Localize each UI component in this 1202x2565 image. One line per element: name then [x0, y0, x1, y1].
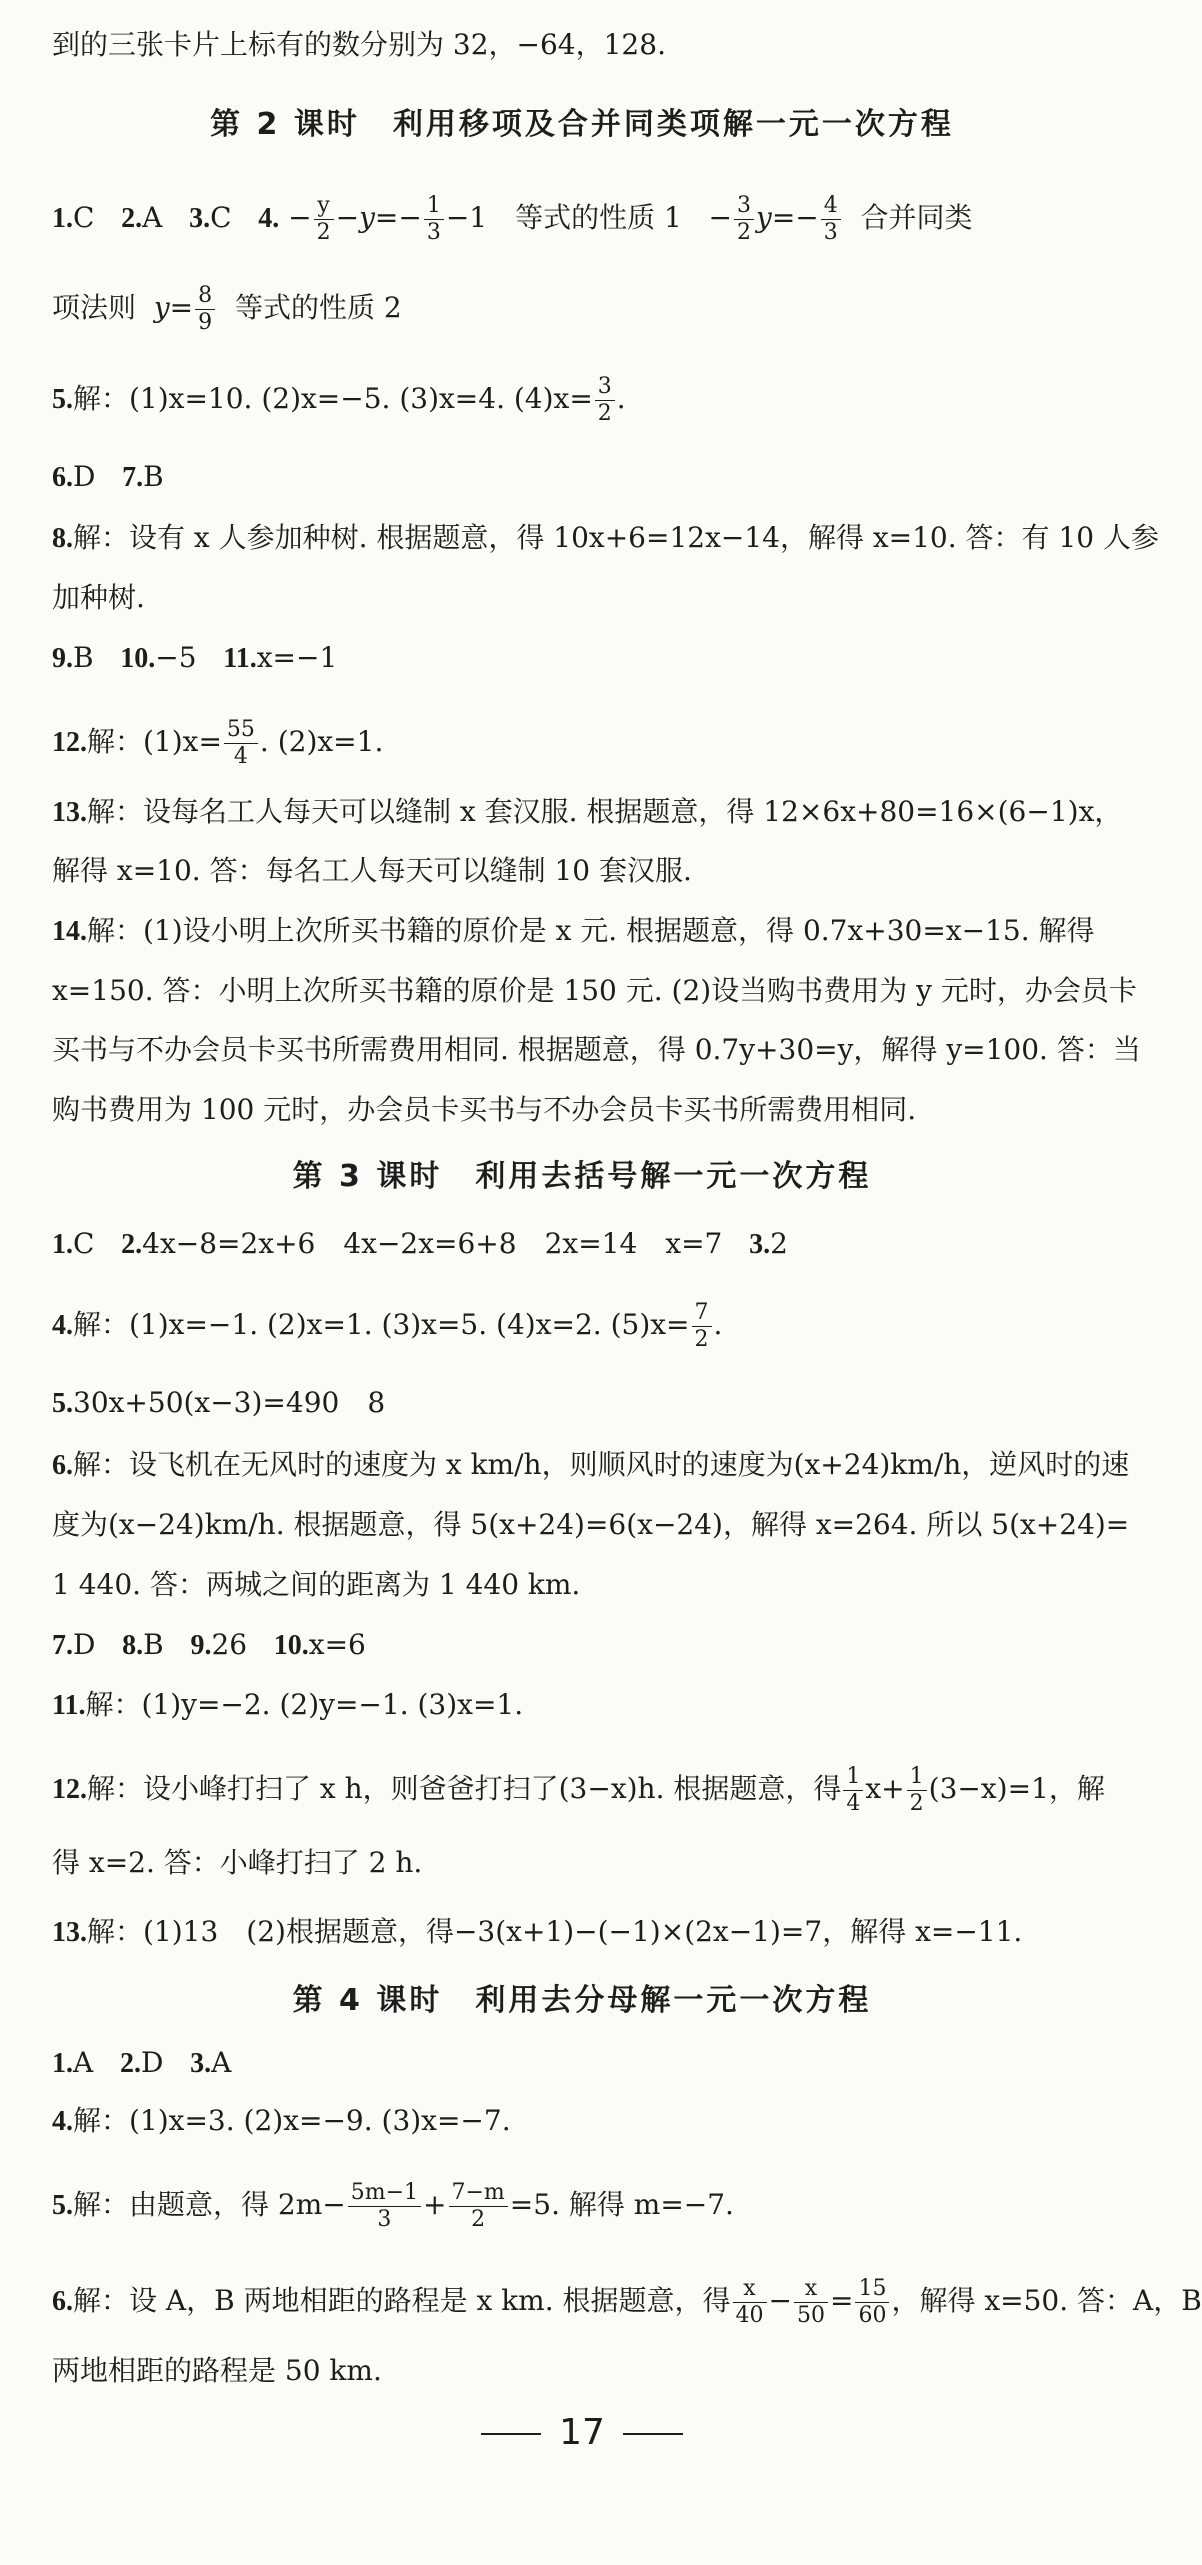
lesson-3-heading: 第 3 课时 利用去括号解一元一次方程 [292, 1159, 872, 1194]
divider [481, 2433, 541, 2435]
fraction: $\frac{15}{60}$ [855, 2276, 889, 2329]
lesson-2-heading: 第 2 课时 利用移项及合并同类项解一元一次方程 [210, 107, 954, 142]
lesson3-q6-l2: 度为(x−24)km/h. 根据题意，得 5(x+24)=6(x−24)，解得 x=264. 所以 5(x+24)= [52, 1508, 1130, 1541]
fraction: $\frac{8}{9}$ [195, 283, 215, 336]
lesson4-q5: 5.解：由题意，得 2m− $\frac{5m-1}{3}$ + $\frac{7-m}{2}$ =5. 解得 m=−7. [52, 2180, 734, 2232]
q-number: 1. [52, 203, 73, 234]
lesson3-q12: 12.解：设小峰打扫了 x h，则爸爸打扫了(3−x)h. 根据题意，得 $\frac{1}{4}$ x+ $\frac{1}{2}$ (3−x)=1，解 [52, 1764, 1105, 1816]
lesson2-q13-cont: 解得 x=10. 答：每名工人每天可以缝制 10 套汉服. [52, 854, 692, 887]
lesson4-q6-cont: 两地相距的路程是 50 km. [52, 2354, 382, 2387]
lesson2-q13: 13.解：设每名工人每天可以缝制 x 套汉服. 根据题意，得 12×6x+80=16×(6−1)x， [52, 795, 1123, 828]
lesson2-q14: 14.解：(1)设小明上次所买书籍的原价是 x 元. 根据题意，得 0.7x+30=x−15. 解得 [52, 914, 1095, 947]
answer: C [210, 201, 232, 234]
lesson3-q5: 5.30x+50(x−3)=490 8 [52, 1386, 386, 1419]
lesson2-q1-4: 1.C 2.A 3.C 4. − $\frac{y}{2}$ −y=− $\frac{1}{3}$ −1 等式的性质 1 − $\frac{3}{2}$ y=− $\frac{4}{3}$ 合并同类 [52, 193, 973, 245]
lesson4-q1-3: 1.A 2.D 3.A [52, 2046, 232, 2079]
lesson2-q12: 12.解：(1)x= $\frac{55}{4}$ . (2)x=1. [52, 717, 384, 769]
lesson2-q6-7: 6.D 7.B [52, 460, 164, 493]
fraction: $\frac{1}{4}$ [843, 1764, 863, 1817]
lesson2-q8-cont: 加种树. [52, 581, 145, 614]
lesson2-q8: 8.解：设有 x 人参加种树. 根据题意，得 10x+6=12x−14，解得 x=10. 答：有 10 人参 [52, 521, 1159, 554]
fraction: $\frac{1}{2}$ [907, 1764, 927, 1817]
fraction: $\frac{7-m}{2}$ [449, 2180, 508, 2233]
answer: C [73, 201, 95, 234]
q-number: 3. [189, 203, 211, 234]
fraction: $\frac{5m-1}{3}$ [348, 2180, 421, 2233]
lesson4-q4: 4.解：(1)x=3. (2)x=−9. (3)x=−7. [52, 2104, 511, 2137]
q-number: 2. [121, 203, 143, 234]
lesson2-q14-l2: x=150. 答：小明上次所买书籍的原价是 150 元. (2)设当购书费用为 y 元时，办会员卡 [52, 974, 1137, 1007]
fraction: $\frac{3}{2}$ [595, 374, 615, 427]
q-number: 4. [258, 203, 280, 234]
lesson3-q11: 11.解：(1)y=−2. (2)y=−1. (3)x=1. [52, 1688, 524, 1721]
lesson2-q14-l4: 购书费用为 100 元时，办会员卡买书与不办会员卡买书所需费用相同. [52, 1093, 917, 1126]
fraction: $\frac{x}{40}$ [733, 2276, 767, 2329]
lesson2-q14-l3: 买书与不办会员卡买书所需费用相同. 根据题意，得 0.7y+30=y，解得 y=100. 答：当 [52, 1033, 1141, 1066]
lesson3-q13: 13.解：(1)13 (2)根据题意，得−3(x+1)−(−1)×(2x−1)=7，解得 x=−11. [52, 1915, 1023, 1948]
fraction: $\frac{55}{4}$ [224, 717, 258, 770]
fraction: $\frac{3}{2}$ [734, 193, 754, 246]
lesson2-q9-11: 9.B 10.−5 11.x=−1 [52, 641, 338, 674]
lesson4-q6: 6.解：设 A，B 两地相距的路程是 x km. 根据题意，得 $\frac{x}{40}$ − $\frac{x}{50}$ = $\frac{15}{60}$ ，解得 x=50. 答：A，B [52, 2276, 1202, 2328]
lesson3-q6: 6.解：设飞机在无风时的速度为 x km/h，则顺风时的速度为(x+24)km/h，逆风时的速 [52, 1448, 1130, 1481]
fraction: $\frac{y}{2}$ [314, 193, 334, 246]
page-number: 17 [0, 2412, 1164, 2453]
lesson3-q6-l3: 1 440. 答：两城之间的距离为 1 440 km. [52, 1568, 581, 1601]
lesson2-q4-cont: 项法则 y= $\frac{8}{9}$ 等式的性质 2 [52, 283, 402, 335]
fraction: $\frac{1}{3}$ [424, 193, 444, 246]
lesson-4-heading: 第 4 课时 利用去分母解一元一次方程 [292, 1983, 872, 2018]
fraction: $\frac{x}{50}$ [794, 2276, 828, 2329]
fraction: $\frac{4}{3}$ [821, 193, 841, 246]
lesson3-q7-10: 7.D 8.B 9.26 10.x=6 [52, 1628, 366, 1661]
continued-answer-line: 到的三张卡片上标有的数分别为 32，−64，128. [52, 28, 666, 61]
fraction: $\frac{7}{2}$ [692, 1300, 712, 1353]
lesson3-q4: 4.解：(1)x=−1. (2)x=1. (3)x=5. (4)x=2. (5)x= $\frac{7}{2}$ . [52, 1300, 723, 1352]
answer: A [142, 201, 163, 234]
divider [623, 2433, 683, 2435]
lesson2-q5: 5.解：(1)x=10. (2)x=−5. (3)x=4. (4)x= $\frac{3}{2}$ . [52, 374, 626, 426]
lesson3-q12-cont: 得 x=2. 答：小峰打扫了 2 h. [52, 1846, 423, 1879]
lesson3-q1-3: 1.C 2.4x−8=2x+6 4x−2x=6+8 2x=14 x=7 3.2 [52, 1227, 788, 1260]
